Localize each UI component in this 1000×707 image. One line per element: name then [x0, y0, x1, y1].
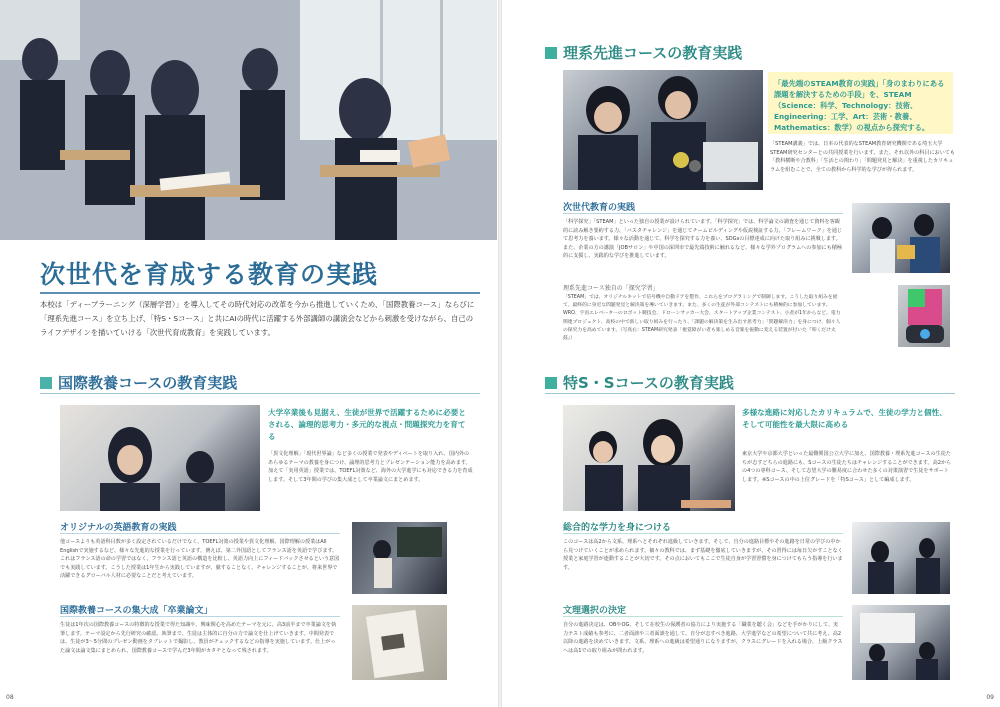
toku-course-heading — [545, 372, 734, 393]
spread-gutter — [498, 0, 502, 707]
toku-description: 東京大学や京都大学といった最難関国公立大学に加え、国際教養・理系先進コースの生徒たちが志すどちらの進路にも、Sコースの生徒たちはチャレンジすることができます。高2からの4つの専科コース、そして志望大学の難易度に合わせた多くの対策演習で生徒をサポートします。※Sコースの中の上位グレードを「特Sコース」として編成します。 — [742, 451, 952, 483]
science-sub1-body: 「科学探究」「STEAM」といった独自の授業が設けられています。「科学探究」では、科学論文の調査を通じて資料を客観的に読み解き要約する力、「バスタチャレンジ」を通じてチームビルディングや仮説検証する力、「フレームワーク」を通じて思考力を養います。様々な活動を通じて、科学を探究する力を養い、SDGsの目標達成に向けた取り組みに挑戦します。また、企業の方の講演「JOBサロン」や中国の深圳市で最先端技術に触れるなど、様々な学外プログラムへの参加にも積極的に支援し、実践的な学びを推進しています。 — [563, 219, 843, 260]
toku-class-illustration — [852, 522, 950, 594]
toku-sub2-body: 自分の進路決定は、OBやOG、そして在校生の保護者の協力により実施する「職業を聴く会」などを手がかりにして、実力テスト成績も参考に、二者面談や三者面談を通して、自分が志すべき進路、大学進学などの希望について共に考え、高2以降の進路を決めていきます。文系、理系への進級は希望通りになりますが、クラスにグレードを入れる場合、上級クラスへは高1での取り組みが問われます。 — [563, 622, 843, 654]
science-course-heading — [545, 42, 742, 63]
science-tagline: 「最先端のSTEAM教育の実践」「身のまわりにある課題を解決するための手段」を、STEAM（Science：科学、Technology：技術、Engineering：工学、Art：芸術・教養、Mathematics：数学）の視点から探究する。 — [768, 72, 953, 134]
science-course-heading-text: 理系先進コースの教育実践 — [563, 44, 743, 62]
section-square-icon — [545, 47, 557, 59]
divider — [60, 533, 340, 534]
thesis-booklet-photo — [352, 605, 447, 680]
intl-course-heading-text: 国際教養コースの教育実践 — [58, 374, 238, 392]
page-number-right: 09 — [986, 694, 994, 701]
intl-description: 「異文化理解」「現代世界論」など多くの授業で発表やディベートを取り入れ、国内外のあらゆるテーマの教養を身につけ、論理的思考力とプレゼンテーション能力を高めます。加えて「実用英語」授業では、TOEFL対策など、海外の大学進学にも対応できる力を育成します。そして3年間の学びの集大成として卒業論文にまとめます。 — [268, 451, 473, 483]
intl-sub2-body: 生徒は1年次の国際教養コースの特徴的な授業で得た知識や、興味関心を高めたテーマを元に、高3前半まで卒業論文を執筆します。テーマ設定から先行研究の確認、執筆まで、生徒は主体的に自分の力で論文を仕上げていきます。中間発表では、生徒が3～5分間のプレゼン動画をタブレットで撮影し、教員がチェックするなどの指導を実施しています。仕上がった論文は論文集にまとめられ、国際教養コースで学んだ3年間がカタチとなって残されます。 — [60, 622, 337, 654]
taiko-device-illustration — [898, 285, 950, 347]
science-experiment-photo — [852, 203, 950, 273]
toku-class-photo — [852, 522, 950, 594]
science-experiment-illustration — [852, 203, 950, 273]
section-square-icon — [545, 377, 557, 389]
toku-students-photo — [563, 405, 735, 511]
intl-tagline: 大学卒業後も見据え、生徒が世界で活躍するために必要とされる、論理的思考力・多元的な視点・問題探究力を育てる — [268, 408, 466, 441]
career-consult-illustration — [852, 605, 950, 680]
toku-students-illustration — [563, 405, 735, 511]
divider — [40, 393, 480, 394]
toku-tagline: 多様な進路に対応したカリキュラムで、生徒の学力と個性、そして可能性を最大限に高める — [742, 408, 947, 429]
divider — [563, 533, 843, 534]
english-class-photo — [352, 522, 447, 594]
taiko-device-photo — [898, 285, 950, 347]
divider — [563, 213, 843, 214]
intl-students-illustration — [60, 405, 260, 511]
divider — [545, 393, 955, 394]
science-sub2-heading: 理系先進コース独自の「探究学習」 — [563, 285, 659, 292]
divider — [60, 616, 340, 617]
intl-course-heading — [40, 372, 237, 393]
divider — [563, 616, 843, 617]
thesis-booklet-illustration — [352, 605, 447, 680]
intl-sub2-heading: 国際教養コースの集大成「卒業論文」 — [60, 606, 213, 616]
intl-students-photo — [60, 405, 260, 511]
hero-classroom-photo — [0, 0, 497, 240]
hero-classroom-illustration — [0, 0, 497, 240]
career-consult-photo — [852, 605, 950, 680]
toku-sub1-body: このコースは高2から文系、理系へとそれぞれ進級していきます。そして、自分の進路目標やその進路を日常の学びの中から見つけていくことが求められます。個々の教科では、まず基礎を徹底していきますが、その習得には毎日欠かすことなく授業と家庭学習が連動することが大切です。その点においてもここで生徒自身が学習習慣を身につけてもらう指導を行います。 — [563, 539, 843, 571]
toku-sub1-heading: 総合的な学力を身につける — [563, 523, 671, 533]
lead-paragraph: 本校は「ディープラーニング（深層学習）」を導入してその時代対応の改革を今から推進していくため、「国際教養コース」ならびに「理系先進コース」を立ち上げ、「特S・Sコース」と共にAIの時代に活躍する外部講師の講演会などから刺激を受けながら、自己のライフデザインを描いていける「次世代育成教育」を実践しています。 — [40, 292, 480, 340]
intl-sub1-body: 他コースよりも英語科目数が多く設定されているだけでなく、TOEFL対策の授業や異文化理解、国際理解の授業はAll Englishで実施するなど、様々な先進的な授業を行っています。例えば、第二外国語としてフランス語を英語で学びます。これはフランス語の命の学習ではなく、フランス語と英語の構造を比較し、英語力向上にフィードバックさせるという意図でも実践しています。こうした授業は1年生から実践していますが、臆することなく、チャレンジすることが、将来世界で活躍できるグローバル人材に必要なことだと考えています。 — [60, 539, 340, 580]
toku-sub2-heading: 文理選択の決定 — [563, 606, 627, 616]
section-square-icon — [40, 377, 52, 389]
science-sub2-body: 「STEAM」では、オリジナルキットで信号機や自動ドアを製作、これらをプログラミングで制御します。こうした取り組みを経て、最終的に身近な問題発見と解決策を導いていきます。また、多くの生徒が外部コンテストにも積極的に参加しています。WRO、宇宙エレベーターのロボット競技会、ドローンサッカー大会、スタートアップ企業コンテスト、小者が1年からなど。電力関連プロジェクト、高校の中で新しい取り組みを行ったり、「課題の解決策を生み出す思考力」「問題解決力」を身につけ、個々人の探究力を高めています。（写真右：STEAM研究発表「視覚障がい者も楽しめる音楽を振動に変える装置が付いた『叩くだけ太鼓』） — [563, 295, 841, 342]
page-main-title: 次世代を育成する教育の実践 — [40, 260, 379, 289]
science-sub1-heading: 次世代教育の実践 — [563, 203, 636, 213]
science-description: 「STEAM講義」では、日本の代表的なSTEAM教育研究機関である埼玉大学STEAM研究センターとの共同授業を行います。また、それ以外の科目においても「教科横断や合教科」「生活との関わり」「問題発見と解決」を重視したカリキュラムを組むことで、全ての教科から科学的な学びが得られます。 — [770, 141, 955, 173]
toku-course-heading-text: 特S・Sコースの教育実践 — [563, 374, 734, 392]
intl-sub1-heading: オリジナルの英語教育の実践 — [60, 523, 177, 533]
science-robot-illustration — [563, 70, 763, 190]
page-number-left: 08 — [6, 694, 14, 701]
english-class-illustration — [352, 522, 447, 594]
science-robot-photo — [563, 70, 763, 190]
